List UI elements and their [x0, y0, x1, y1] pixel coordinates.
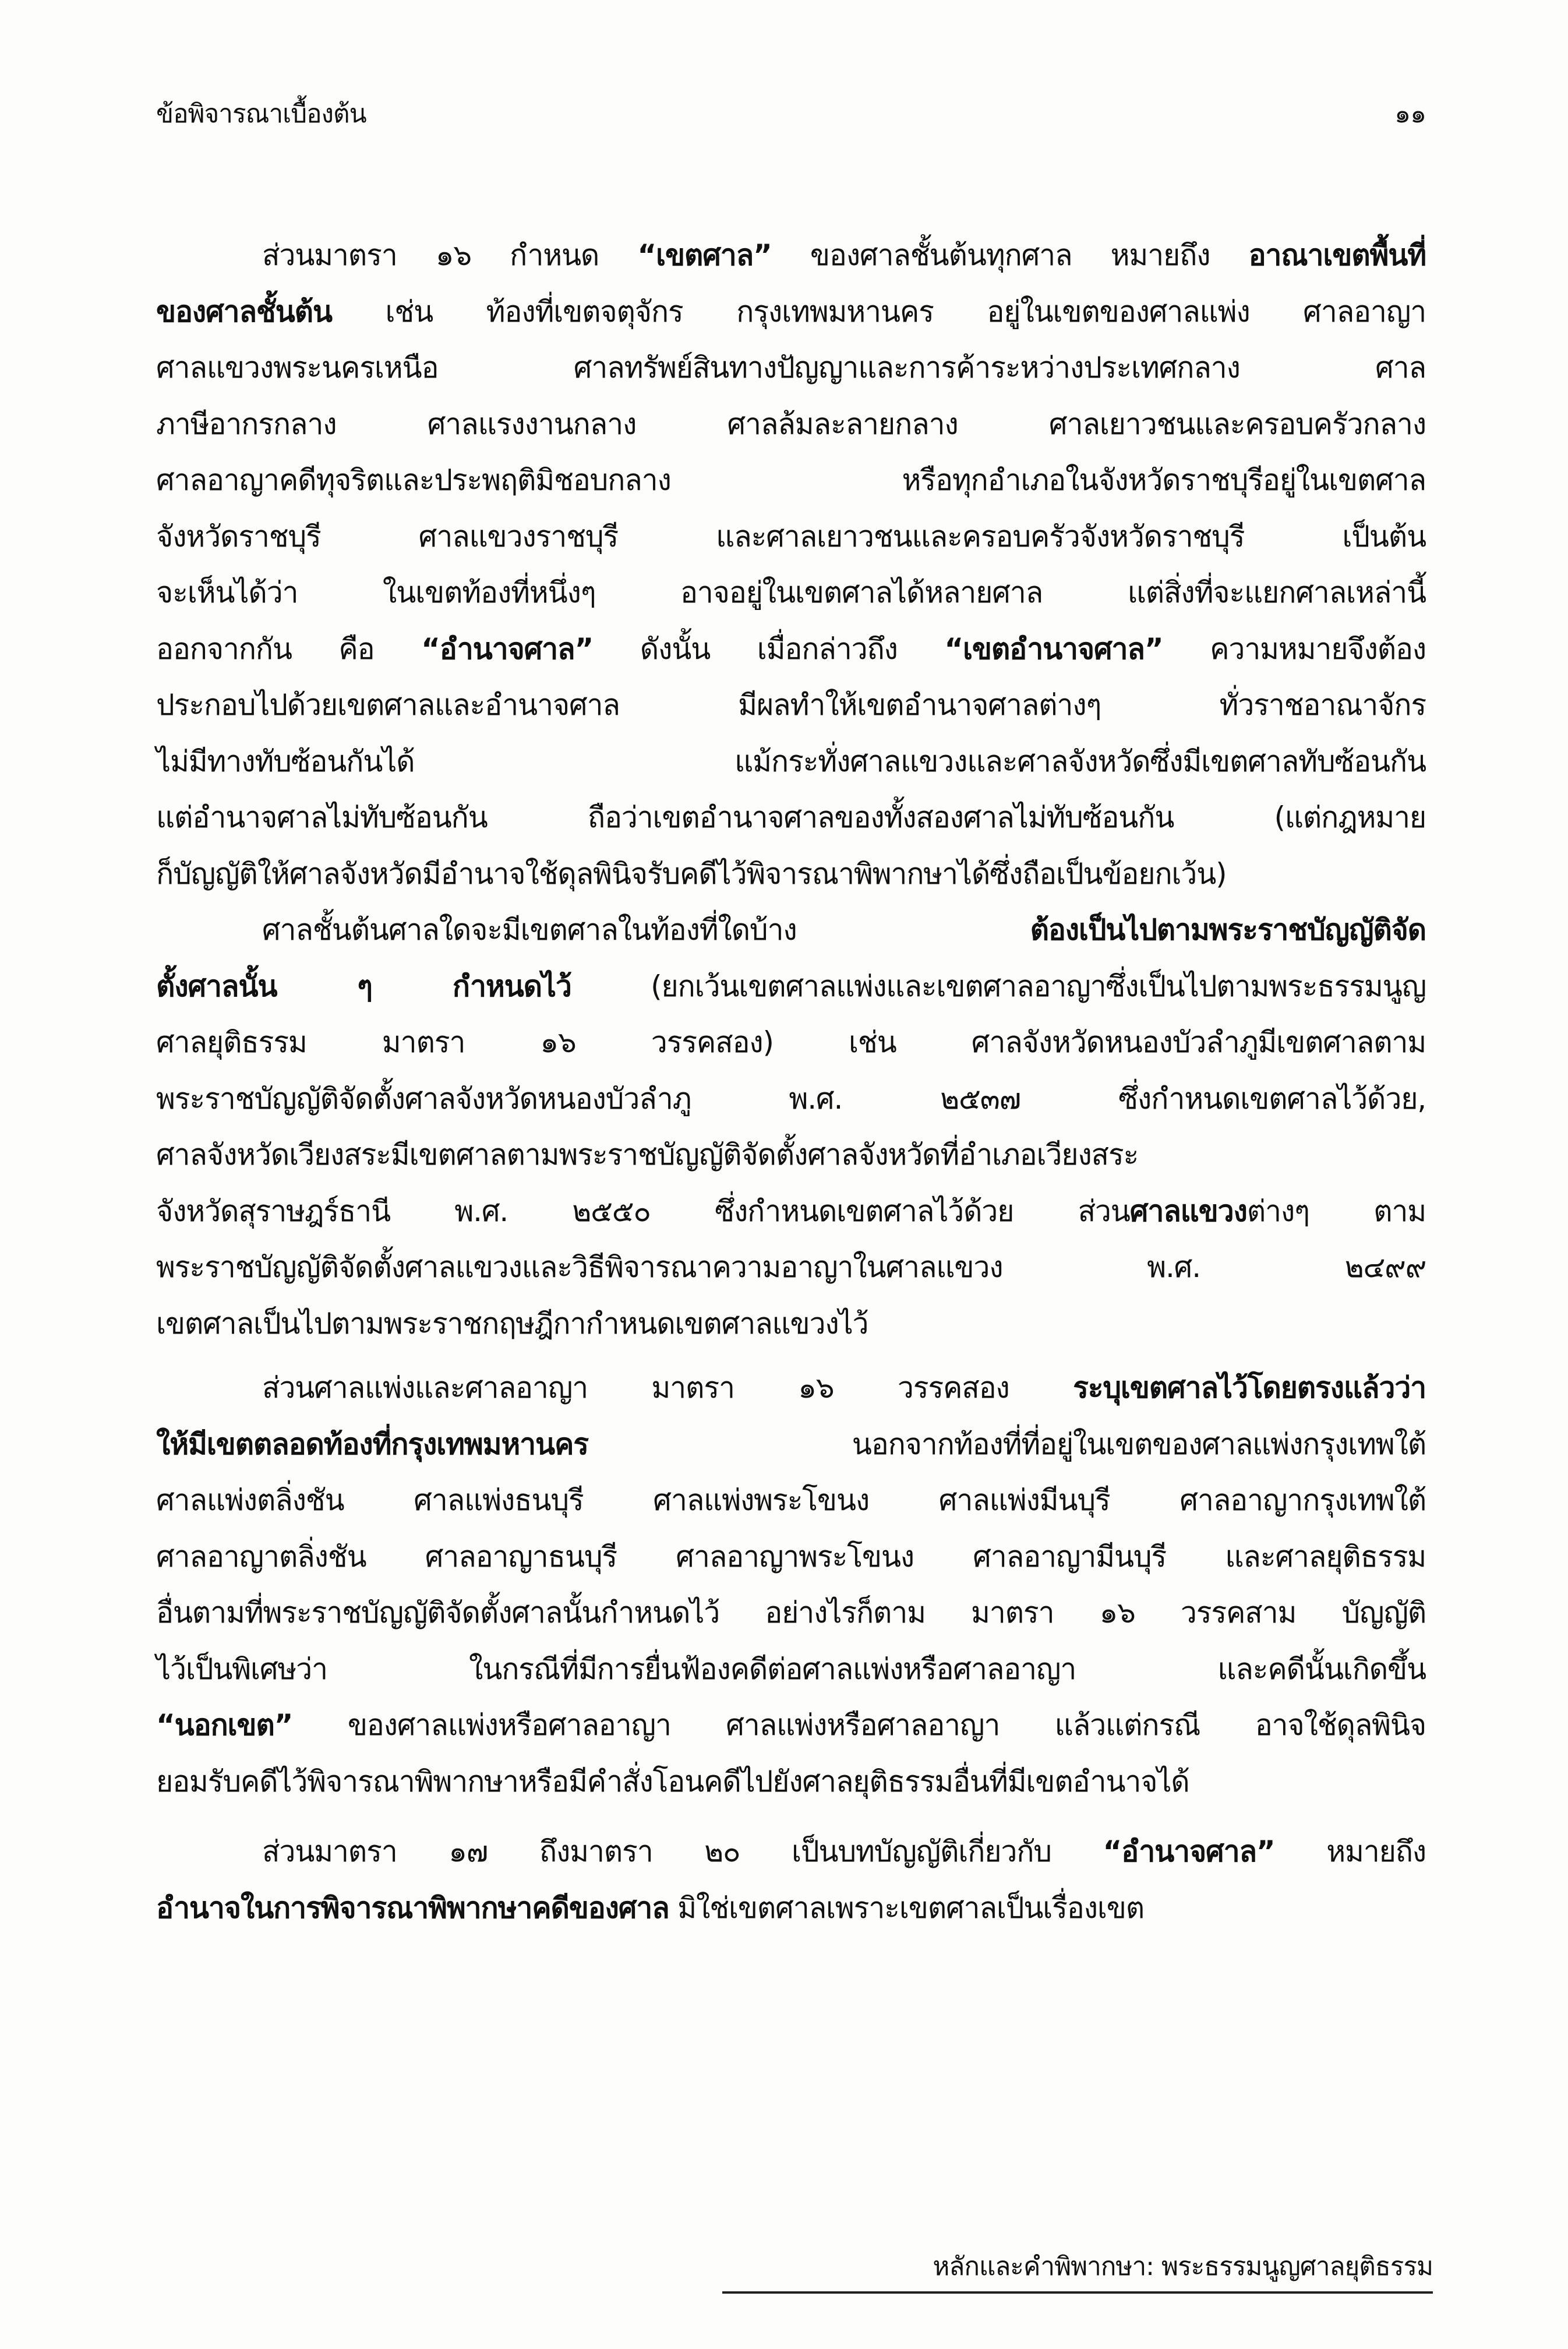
text-run: (ยกเว้นเขตศาลแพ่งและเขตศาลอาญาซึ่งเป็นไปตามพระธรรมนูญ [571, 969, 1426, 1003]
text-run: ความหมายจึงต้อง [1163, 632, 1426, 666]
text-line [156, 733, 1426, 790]
text-run: ศาลจังหวัดเวียงสระมีเขตศาลตามพระราชบัญญัติจัดตั้งศาลจังหวัดที่อำเภอเวียงสระ [156, 1138, 1139, 1172]
bold-term: ของศาลชั้นต้น [156, 294, 332, 329]
bold-term: “เขตศาล” [637, 238, 772, 272]
paragraph [156, 1360, 1426, 1810]
page-footer [722, 2246, 1433, 2294]
bold-term: ตั้งศาลนั้น ๆ กำหนดไว้ [156, 969, 571, 1003]
bold-term: ศาลแขวง [1129, 1194, 1247, 1228]
text-run: ของศาลแพ่งหรือศาลอาญา ศาลแพ่งหรือศาลอาญา แล้วแต่กรณี อาจใช้ดุลพินิจ [292, 1708, 1426, 1742]
text-line [156, 902, 1426, 958]
text-line [156, 1239, 1426, 1296]
text-run: หมายถึง [1274, 1835, 1426, 1868]
text-line [156, 1014, 1426, 1071]
text-line [156, 284, 1426, 340]
text-line [156, 621, 1426, 678]
text-run: ไม่มีทางทับซ้อนกันได้ แม้กระทั่งศาลแขวงและศาลจังหวัดซึ่งมีเขตศาลทับซ้อนกัน [156, 744, 1426, 778]
text-run: ออกจากกัน คือ [156, 632, 422, 666]
text-line [156, 1754, 1426, 1810]
body-text [156, 227, 1426, 1936]
text-line [156, 396, 1426, 453]
text-run: ยอมรับคดีไว้พิจารณาพิพากษาหรือมีคำสั่งโอนคดีไปยังศาลยุติธรรมอื่นที่มีเขตอำนาจได้ [156, 1764, 1189, 1798]
text-run: พระราชบัญญัติจัดตั้งศาลแขวงและวิธีพิจารณาความอาญาในศาลแขวง พ.ศ. ๒๔๙๙ [156, 1250, 1426, 1284]
text-line [156, 1360, 1426, 1416]
text-run: ก็บัญญัติให้ศาลจังหวัดมีอำนาจใช้ดุลพินิจรับคดีไว้พิจารณาพิพากษาได้ซึ่งถือเป็นข้อยกเว้น) [156, 856, 1227, 891]
text-run: ภาษีอากรกลาง ศาลแรงงานกลาง ศาลล้มละลายกลาง ศาลเยาวชนและครอบครัวกลาง [156, 407, 1426, 441]
chapter-title: ข้อพิจารณาเบื้องต้น [156, 99, 366, 129]
text-run: จังหวัดราชบุรี ศาลแขวงราชบุรี และศาลเยาวชนและครอบครัวจังหวัดราชบุรี เป็นต้น [156, 519, 1426, 553]
text-line [156, 1529, 1426, 1585]
text-run: ศาลอาญาตลิ่งชัน ศาลอาญาธนบุรี ศาลอาญาพระโขนง ศาลอาญามีนบุรี และศาลยุติธรรม [156, 1539, 1426, 1574]
text-line [156, 565, 1426, 621]
text-line [156, 1880, 1426, 1937]
text-run: ศาลแพ่งตลิ่งชัน ศาลแพ่งธนบุรี ศาลแพ่งพระโขนง ศาลแพ่งมีนบุรี ศาลอาญากรุงเทพใต้ [156, 1483, 1426, 1517]
text-run: ของศาลชั้นต้นทุกศาล หมายถึง [771, 238, 1249, 272]
text-line [156, 1127, 1426, 1183]
text-line [156, 1416, 1426, 1473]
bold-term: “นอกเขต” [156, 1708, 293, 1742]
text-run: พระราชบัญญัติจัดตั้งศาลจังหวัดหนองบัวลำภู พ.ศ. ๒๕๓๗ ซึ่งกำหนดเขตศาลไว้ด้วย, [156, 1081, 1426, 1116]
text-line [156, 1641, 1426, 1698]
text-run: ต่างๆ ตาม [1246, 1194, 1426, 1228]
text-line [156, 509, 1426, 565]
text-run: เช่น ท้องที่เขตจตุจักร กรุงเทพมหานคร อยู่ในเขตของศาลแพ่ง ศาลอาญา [331, 294, 1426, 329]
bold-term: ต้องเป็นไปตามพระราชบัญญัติจัด [1030, 913, 1426, 947]
text-run: ศาลอาญาคดีทุจริตและประพฤติมิชอบกลาง หรือทุกอำเภอในจังหวัดราชบุรีอยู่ในเขตศาล [156, 463, 1426, 497]
text-run: ศาลแขวงพระนครเหนือ ศาลทรัพย์สินทางปัญญาและการค้าระหว่างประเทศกลาง ศาล [156, 351, 1426, 385]
text-line [156, 340, 1426, 396]
bold-term: “อำนาจศาล” [421, 632, 594, 666]
text-line [156, 227, 1426, 284]
text-run: อื่นตามที่พระราชบัญญัติจัดตั้งศาลนั้นกำหนดไว้ อย่างไรก็ตาม มาตรา ๑๖ วรรคสาม บัญญัติ [156, 1596, 1426, 1630]
text-line [156, 1824, 1426, 1880]
text-run: นอกจากท้องที่ที่อยู่ในเขตของศาลแพ่งกรุงเทพใต้ [588, 1427, 1426, 1461]
text-run: จะเห็นได้ว่า ในเขตท้องที่หนึ่งๆ อาจอยู่ในเขตศาลได้หลายศาล แต่สิ่งที่จะแยกศาลเหล่านี้ [156, 576, 1426, 609]
bold-term: ให้มีเขตตลอดท้องที่กรุงเทพมหานคร [156, 1427, 588, 1461]
page-header [156, 93, 1426, 134]
text-line [156, 958, 1426, 1015]
text-run: มิใช่เขตศาลเพราะเขตศาลเป็นเรื่องเขต [669, 1891, 1144, 1925]
book-title: หลักและคำพิพากษา: พระธรรมนูญศาลยุติธรรม [933, 2252, 1433, 2281]
text-line [156, 677, 1426, 733]
paragraph [156, 902, 1426, 1352]
text-run: เขตศาลเป็นไปตามพระราชกฤษฎีกากำหนดเขตศาลแขวงไว้ [156, 1306, 868, 1341]
text-line [156, 789, 1426, 846]
text-run: ไว้เป็นพิเศษว่า ในกรณีที่มีการยื่นฟ้องคดีต่อศาลแพ่งหรือศาลอาญา และคดีนั้นเกิดขึ้น [156, 1652, 1426, 1686]
text-line [156, 1585, 1426, 1641]
text-line [156, 1296, 1426, 1352]
paragraph [156, 1824, 1426, 1936]
text-line [156, 846, 1426, 902]
bold-term: “อำนาจศาล” [1103, 1835, 1275, 1868]
page-number: ๑๑ [1394, 99, 1426, 129]
text-line [156, 1472, 1426, 1529]
text-line [156, 1697, 1426, 1754]
text-run: จังหวัดสุราษฎร์ธานี พ.ศ. ๒๕๕๐ ซึ่งกำหนดเขตศาลไว้ด้วย ส่วน [156, 1194, 1130, 1228]
text-line [156, 452, 1426, 509]
text-run: ศาลชั้นต้นศาลใดจะมีเขตศาลในท้องที่ใดบ้าง [262, 913, 1030, 947]
bold-term: อำนาจในการพิจารณาพิพากษาคดีของศาล [156, 1891, 669, 1925]
bold-term: ระบุเขตศาลไว้โดยตรงแล้วว่า [1073, 1371, 1426, 1405]
text-run: ศาลยุติธรรม มาตรา ๑๖ วรรคสอง) เช่น ศาลจังหวัดหนองบัวลำภูมีเขตศาลตาม [156, 1025, 1426, 1059]
text-line [156, 1071, 1426, 1127]
text-line [156, 1183, 1426, 1240]
text-run: แต่อำนาจศาลไม่ทับซ้อนกัน ถือว่าเขตอำนาจศาลของทั้งสองศาลไม่ทับซ้อนกัน (แต่กฎหมาย [156, 800, 1426, 834]
bold-term: อาณาเขตพื้นที่ [1248, 238, 1426, 272]
text-run: ส่วนมาตรา ๑๗ ถึงมาตรา ๒๐ เป็นบทบัญญัติเกี่ยวกับ [262, 1835, 1103, 1868]
text-run: ส่วนศาลแพ่งและศาลอาญา มาตรา ๑๖ วรรคสอง [262, 1371, 1073, 1405]
text-run: ดังนั้น เมื่อกล่าวถึง [593, 632, 945, 666]
text-run: ประกอบไปด้วยเขตศาลและอำนาจศาล มีผลทำให้เขตอำนาจศาลต่างๆ ทั่วราชอาณาจักร [156, 688, 1426, 722]
text-run: ส่วนมาตรา ๑๖ กำหนด [262, 238, 638, 272]
bold-term: “เขตอำนาจศาล” [944, 632, 1163, 666]
paragraph [156, 227, 1426, 902]
